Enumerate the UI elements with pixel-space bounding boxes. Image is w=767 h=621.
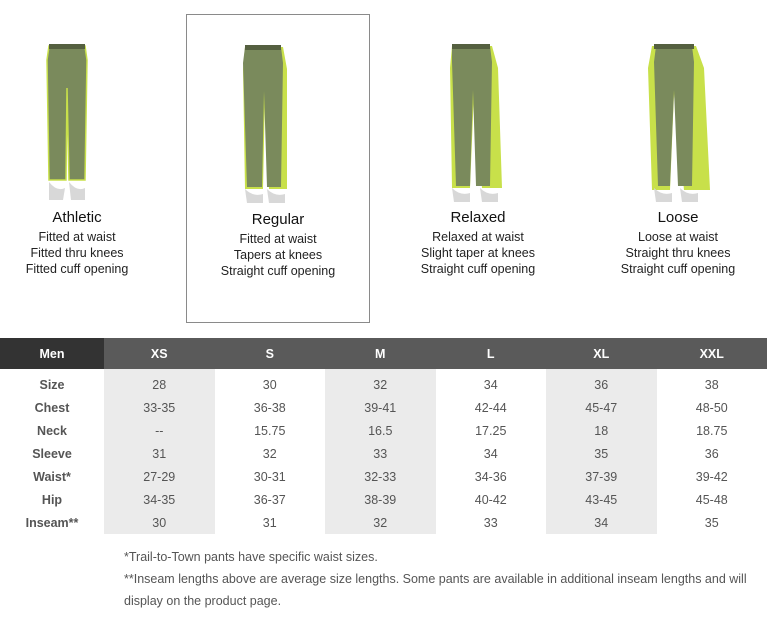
table-row xyxy=(0,442,767,465)
header-cell-men: Men xyxy=(0,338,104,369)
row-label: Sleeve xyxy=(32,446,72,461)
table-cell: 38-39 xyxy=(325,488,436,511)
table-header-row xyxy=(0,338,767,369)
row-label: Inseam** xyxy=(25,515,79,530)
fit-card-regular[interactable] xyxy=(186,14,370,323)
table-cell: 48-50 xyxy=(695,400,728,415)
loose-pants-icon xyxy=(616,28,716,204)
fit-detail: Loose at waist xyxy=(638,230,718,244)
athletic-pants-icon xyxy=(27,28,127,204)
table-cell: 32 xyxy=(262,446,277,461)
fit-detail: Slight taper at knees xyxy=(421,246,535,260)
fit-detail: Straight cuff opening xyxy=(620,262,736,276)
fit-detail: Fitted cuff opening xyxy=(25,262,129,276)
table-cell: 28 xyxy=(104,369,215,396)
size-chart-table xyxy=(0,338,767,534)
fit-detail: Fitted at waist xyxy=(38,230,116,244)
fit-name: Relaxed xyxy=(450,209,506,226)
table-cell: 31 xyxy=(262,515,277,530)
table-cell: 30-31 xyxy=(253,469,286,484)
table-cell: 39-42 xyxy=(695,469,728,484)
table-cell: 34 xyxy=(483,377,498,392)
table-cell: 36 xyxy=(704,446,719,461)
fit-detail: Fitted at waist xyxy=(239,232,317,246)
table-cell: 31 xyxy=(104,442,215,465)
table-cell: 18.75 xyxy=(696,423,728,438)
table-cell: 17.25 xyxy=(475,423,507,438)
table-cell: -- xyxy=(104,419,215,442)
footnote-inseam: **Inseam lengths above are average size lengths. Some pants are available in additional inseam lengths and will display on the product page. xyxy=(124,572,747,608)
table-row xyxy=(0,465,767,488)
table-cell: 18 xyxy=(546,419,657,442)
fit-name: Athletic xyxy=(52,209,102,226)
table-cell: 33 xyxy=(483,515,498,530)
row-label: Hip xyxy=(41,492,63,507)
table-cell: 36-37 xyxy=(253,492,286,507)
header-cell-m: M xyxy=(325,338,436,369)
header-cell-xxl: XXL xyxy=(657,338,767,369)
fit-detail: Relaxed at waist xyxy=(432,230,524,244)
fit-card-relaxed[interactable] xyxy=(386,14,570,323)
regular-pants-icon xyxy=(207,29,307,205)
table-cell: 34-35 xyxy=(104,488,215,511)
table-cell: 15.75 xyxy=(254,423,286,438)
table-row xyxy=(0,396,767,419)
table-cell: 45-48 xyxy=(695,492,728,507)
fit-detail: Straight cuff opening xyxy=(420,262,536,276)
row-label: Chest xyxy=(34,400,70,415)
relaxed-pants-icon xyxy=(418,28,518,204)
table-cell: 39-41 xyxy=(325,396,436,419)
row-label: Neck xyxy=(37,423,67,438)
table-row xyxy=(0,369,767,396)
table-cell: 16.5 xyxy=(325,419,436,442)
row-label: Waist* xyxy=(33,469,71,484)
fit-detail: Tapers at knees xyxy=(233,248,323,262)
table-cell: 35 xyxy=(704,515,719,530)
table-cell: 33 xyxy=(325,442,436,465)
table-row xyxy=(0,488,767,511)
fit-detail: Fitted thru knees xyxy=(30,246,124,260)
table-cell: 35 xyxy=(546,442,657,465)
table-cell: 33-35 xyxy=(104,396,215,419)
table-cell: 32 xyxy=(325,369,436,396)
table-cell: 30 xyxy=(262,377,277,392)
header-cell-s: S xyxy=(215,338,326,369)
table-cell: 34 xyxy=(483,446,498,461)
header-cell-l: L xyxy=(436,338,547,369)
table-row xyxy=(0,419,767,442)
table-cell: 36 xyxy=(546,369,657,396)
fit-name: Loose xyxy=(657,209,699,226)
table-cell: 34 xyxy=(546,511,657,534)
table-cell: 30 xyxy=(104,511,215,534)
table-cell: 45-47 xyxy=(546,396,657,419)
table-cell: 37-39 xyxy=(546,465,657,488)
table-row xyxy=(0,511,767,534)
header-cell-xs: XS xyxy=(104,338,215,369)
footnote-waist: *Trail-to-Town pants have specific waist sizes. xyxy=(124,550,378,564)
table-cell: 43-45 xyxy=(546,488,657,511)
header-cell-xl: XL xyxy=(546,338,657,369)
footnotes xyxy=(124,546,754,612)
table-cell: 40-42 xyxy=(474,492,507,507)
fit-detail: Straight thru knees xyxy=(625,246,731,260)
fit-name: Regular xyxy=(251,211,305,228)
row-label: Size xyxy=(39,377,65,392)
table-cell: 34-36 xyxy=(474,469,507,484)
table-cell: 36-38 xyxy=(253,400,286,415)
fit-card-loose[interactable] xyxy=(586,14,767,323)
table-cell: 32 xyxy=(325,511,436,534)
table-cell: 27-29 xyxy=(104,465,215,488)
fit-detail: Straight cuff opening xyxy=(220,264,336,278)
table-cell: 32-33 xyxy=(325,465,436,488)
table-cell: 38 xyxy=(704,377,719,392)
fit-card-athletic[interactable] xyxy=(0,14,169,323)
table-cell: 42-44 xyxy=(474,400,507,415)
